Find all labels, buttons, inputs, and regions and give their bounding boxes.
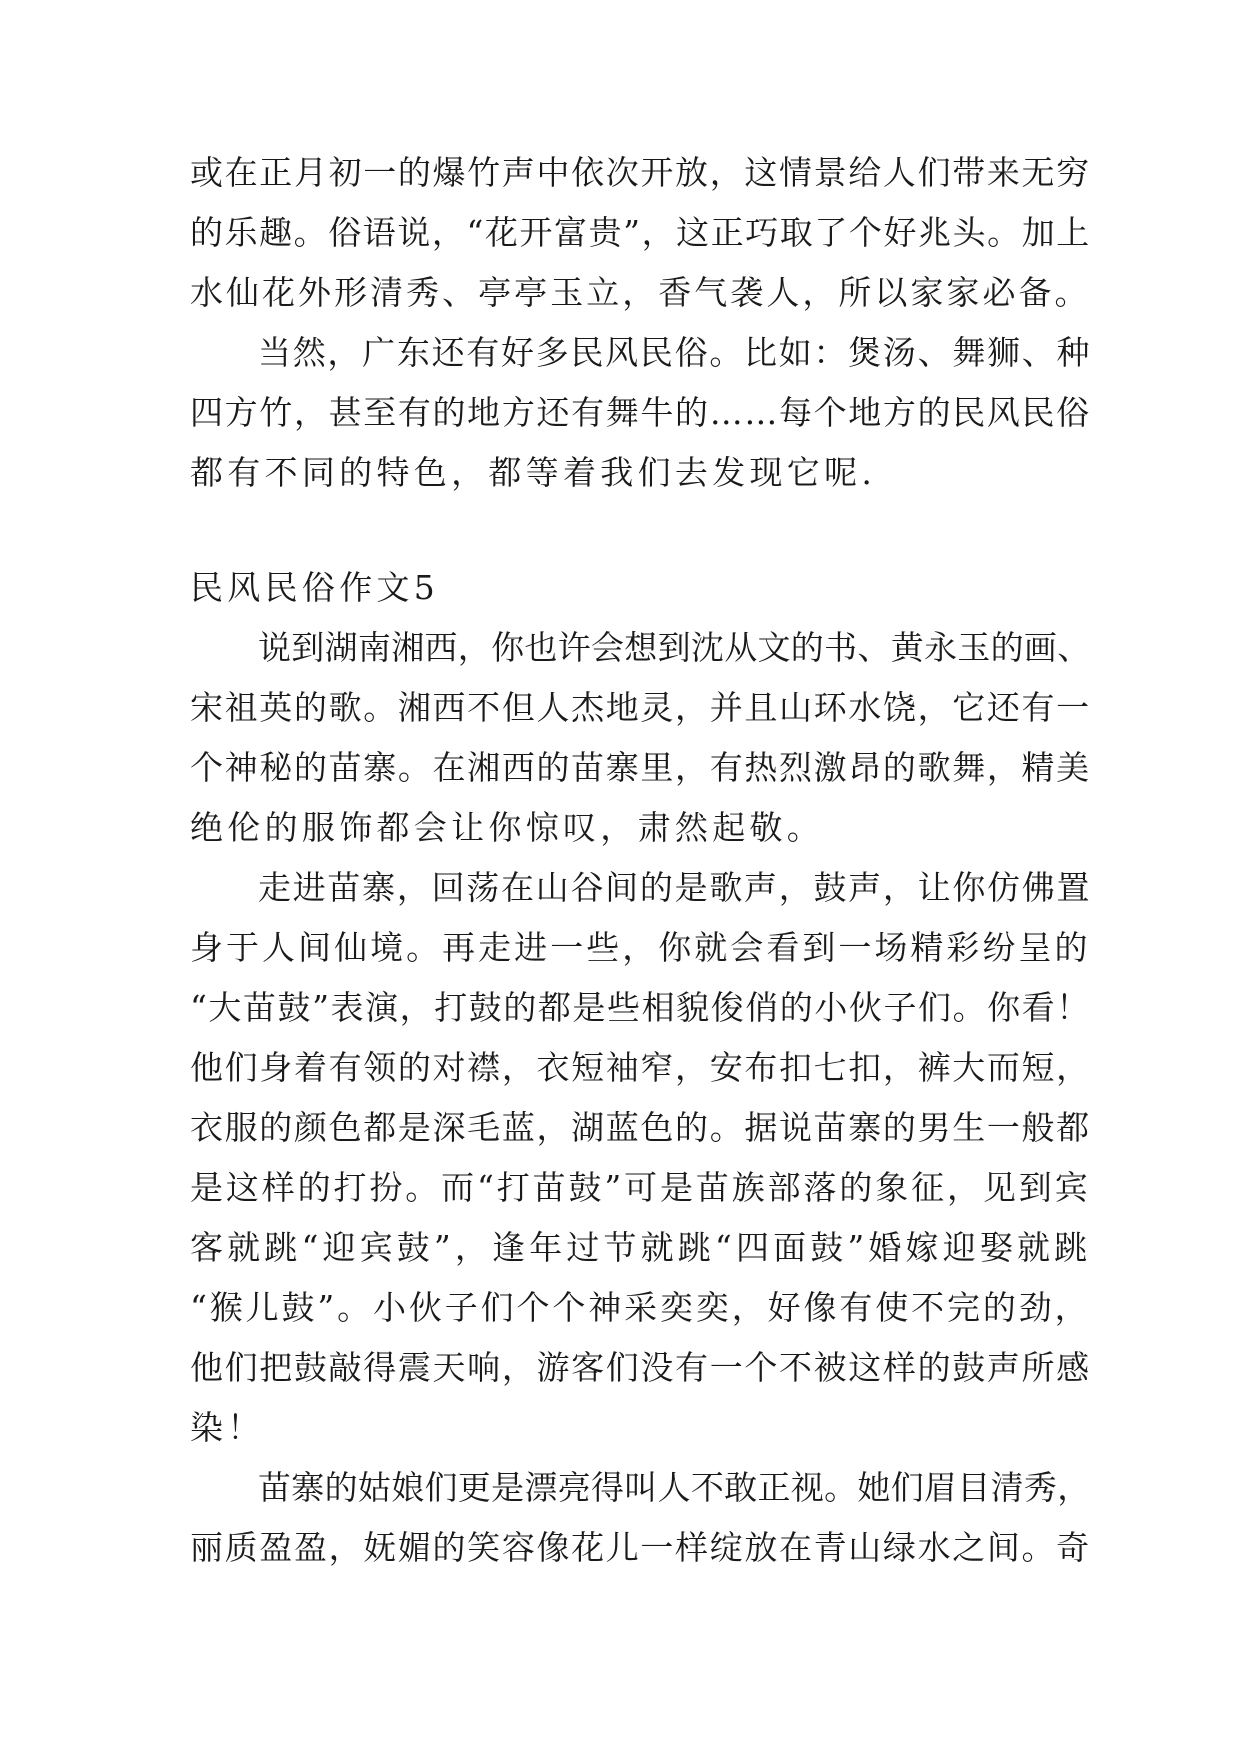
paragraph-line: 他们把鼓敲得震天响，游客们没有一个不被这样的鼓声所感 — [190, 1348, 1091, 1387]
paragraph-line: “大苗鼓”表演，打鼓的都是些相貌俊俏的小伙子们。你看！ — [190, 988, 1091, 1027]
paragraph-line: 是这样的打扮。而“打苗鼓”可是苗族部落的象征，见到宾 — [190, 1168, 1091, 1207]
paragraph-line: 水仙花外形清秀、亭亭玉立，香气袭人，所以家家必备。 — [190, 273, 1091, 312]
paragraph-line: 苗寨的姑娘们更是漂亮得叫人不敢正视。她们眉目清秀， — [258, 1468, 1091, 1507]
paragraph-line: 绝伦的服饰都会让你惊叹，肃然起敬。 — [190, 808, 825, 847]
paragraph-line: 的乐趣。俗语说，“花开富贵”，这正巧取了个好兆头。加上 — [190, 213, 1091, 252]
section-heading: 民风民俗作文5 — [190, 568, 440, 607]
paragraph-line: 都有不同的特色，都等着我们去发现它呢. — [190, 453, 877, 492]
paragraph-line: “猴儿鼓”。小伙子们个个神采奕奕，好像有使不完的劲， — [190, 1288, 1091, 1327]
paragraph-line: 染！ — [190, 1408, 265, 1447]
paragraph-line: 四方竹，甚至有的地方还有舞牛的……每个地方的民风民俗 — [190, 393, 1091, 432]
paragraph-line: 衣服的颜色都是深毛蓝，湖蓝色的。据说苗寨的男生一般都 — [190, 1108, 1091, 1147]
paragraph-line: 说到湖南湘西，你也许会想到沈从文的书、黄永玉的画、 — [258, 628, 1091, 667]
paragraph-line: 宋祖英的歌。湘西不但人杰地灵，并且山环水饶，它还有一 — [190, 688, 1091, 727]
paragraph-line: 他们身着有领的对襟，衣短袖窄，安布扣七扣，裤大而短， — [190, 1048, 1091, 1087]
paragraph-line: 或在正月初一的爆竹声中依次开放，这情景给人们带来无穷 — [190, 153, 1091, 192]
paragraph-line: 当然，广东还有好多民风民俗。比如：煲汤、舞狮、种 — [258, 333, 1092, 372]
paragraph-line: 丽质盈盈，妩媚的笑容像花儿一样绽放在青山绿水之间。奇 — [190, 1528, 1091, 1567]
paragraph-line: 客就跳“迎宾鼓”，逢年过节就跳“四面鼓”婚嫁迎娶就跳 — [190, 1228, 1092, 1267]
paragraph-line: 个神秘的苗寨。在湘西的苗寨里，有热烈激昂的歌舞，精美 — [190, 748, 1091, 787]
paragraph-line: 身于人间仙境。再走进一些，你就会看到一场精彩纷呈的 — [190, 928, 1091, 967]
paragraph-line: 走进苗寨，回荡在山谷间的是歌声，鼓声，让你仿佛置 — [258, 868, 1092, 907]
